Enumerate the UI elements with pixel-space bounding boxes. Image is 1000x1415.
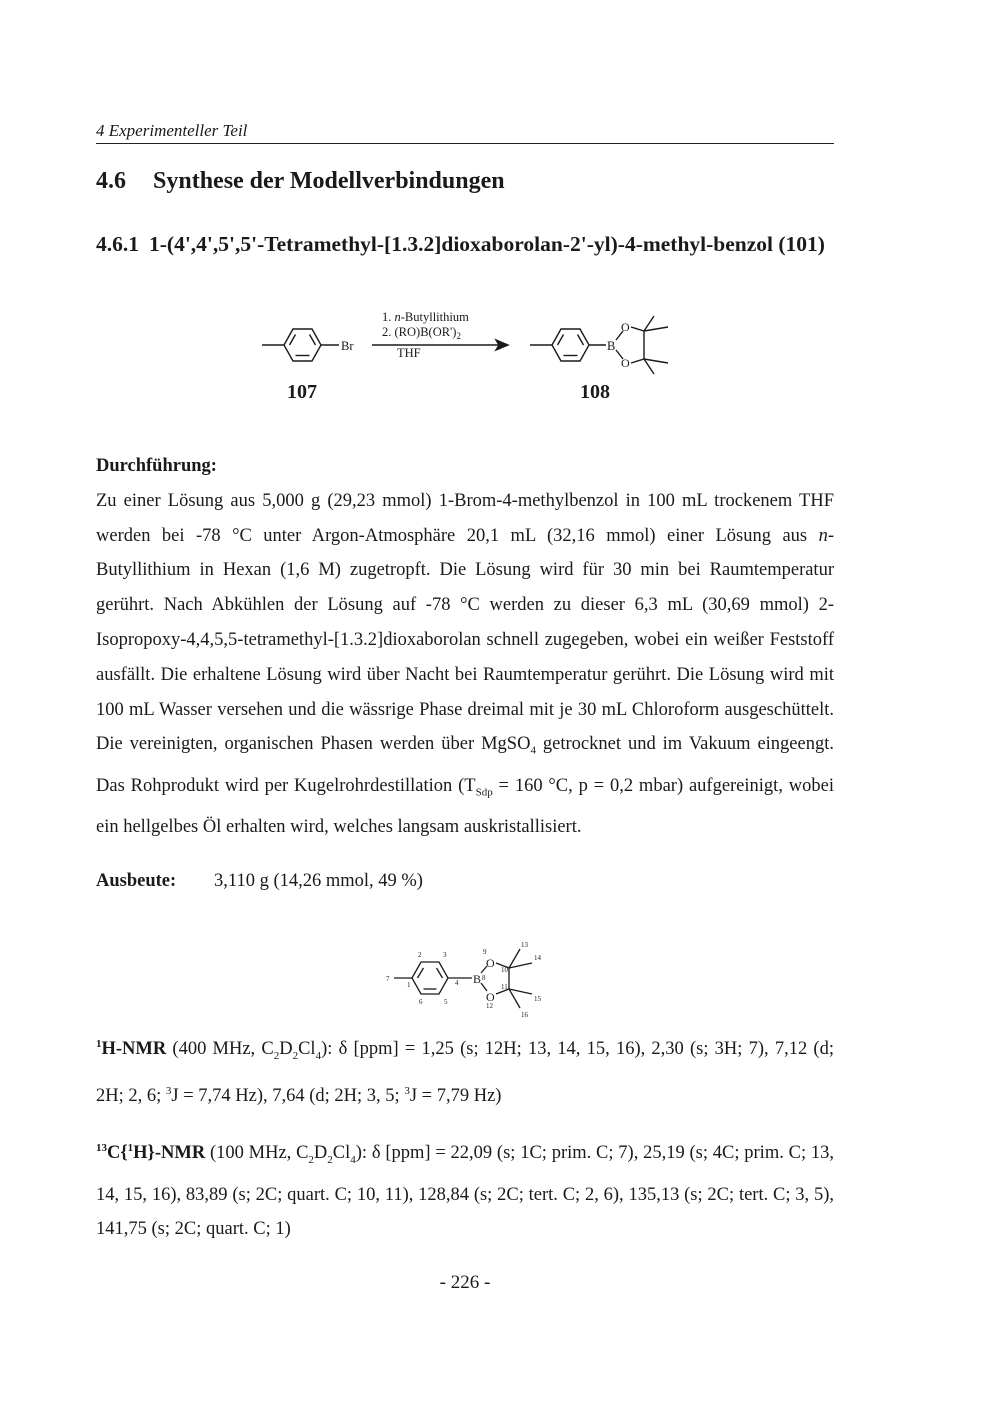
svg-text:O: O [486, 956, 495, 970]
section-number: 4.6 [96, 168, 126, 194]
product-o-label-top: O [621, 320, 630, 334]
atom-number-6: 6 [419, 998, 423, 1006]
product-b-label: B [607, 339, 616, 353]
h-nmr-paragraph: $^1$H-NMR (400 MHz, $C_2D_2Cl_4$): δ [ppm] = 1,25 (s; 12H; 13, 14, 15, 16), 2,30 (s; 3H; 7), 7,12 (d; 2H; 2, 6; $^3$J = 7,74 Hz), 7,64 (d; 2H; 3, 5; $^3$J = 7,79 Hz) [96, 1038, 834, 1106]
product-number-label: 108 [580, 381, 610, 403]
reactant-number-label: 107 [287, 381, 317, 403]
svg-text:O: O [486, 990, 495, 1004]
subsection-heading [96, 222, 836, 267]
procedure-text: Zu einer Lösung aus 5,000 g (29,23 mmol) 1-Brom-4-methylbenzol in 100 mL trockenem THF werden bei -78 °C unter Argon-Atmosphäre 20,1 mL (32,16 mmol) einer Lösung aus n-Butyllithium in Hexan (1,6 M) zugetropft. Die Lösung wird für 30 min bei Raumtemperatur gerührt. Nach Abkühlen der Lösung auf -78 °C werden zu dieser 6,3 mL (30,69 mmol) 2-Isopropoxy-4,4,5,5-tetramethyl-[1.3.2]dioxaborolan schnell zugegeben, wobei ein weißer Feststoff ausfällt. Die erhaltene Lösung wird über Nacht bei Raumtemperatur gerührt. Die Lösung wird mit 100 mL Wasser versehen und die wässrige Phase dreimal mit je 30 mL Chloroform ausgeschüttelt. Die vereinigten, organischen Phasen werden über MgSO$_4$ getrocknet und im Vakuum eingeengt. Das Rohprodukt wird per Kugelrohrdestillation ($T_{Sdp} = 160$ °C, p = 0,2 mbar) aufgereinigt, wobei ein hellgelbes Öl erhalten wird, welches langsam auskristallisiert. [96, 490, 834, 838]
section-heading [96, 168, 505, 195]
reagent-line-1: 1. n-Butyllithium [382, 310, 469, 324]
section-title: Synthese der Modellverbindungen [153, 168, 505, 194]
subsection-number: 4.6.1 [96, 232, 139, 256]
yield-label: Ausbeute: [96, 871, 177, 891]
numbered-structure [380, 938, 550, 1020]
atom-number-8: 8 [482, 974, 486, 982]
atom-number-7: 7 [386, 975, 390, 983]
atom-number-3: 3 [443, 951, 447, 959]
yield-value: 3,110 g (14,26 mmol, 49 %) [214, 871, 423, 891]
reactant-br-label: Br [341, 339, 354, 353]
product-o-label-bottom: O [621, 356, 630, 370]
solvent-label: THF [397, 346, 421, 360]
yield-row [96, 871, 423, 892]
procedure-heading: Durchführung: [96, 456, 217, 476]
reagent-line-2: 2. $(RO)B(OR')_2$ [382, 325, 461, 341]
atom-number-14: 14 [534, 954, 541, 962]
atom-number-10: 10 [501, 966, 508, 974]
atom-number-11: 11 [501, 983, 508, 991]
atom-number-12: 12 [486, 1002, 493, 1010]
reaction-scheme [250, 305, 690, 410]
atom-number-15: 15 [534, 995, 541, 1003]
atom-number-4: 4 [455, 979, 459, 987]
subsection-title: 1-(4',4',5',5'-Tetramethyl-[1.3.2]dioxaborolan-2'-yl)-4-methyl-benzol (101) [149, 232, 825, 256]
svg-text:B: B [473, 972, 482, 986]
header-rule [96, 143, 834, 144]
running-header: 4 Experimenteller Teil [96, 121, 248, 140]
atom-number-13: 13 [521, 941, 528, 949]
atom-number-5: 5 [444, 998, 448, 1006]
atom-number-2: 2 [418, 951, 422, 959]
atom-number-1: 1 [407, 981, 411, 989]
atom-number-16: 16 [521, 1011, 528, 1019]
procedure-section [96, 449, 834, 845]
c-nmr-paragraph: $^{13}$C{$^1$H}-NMR (100 MHz, $C_2D_2Cl_4$): δ [ppm] = 22,09 (s; 1C; prim. C; 7), 25,19 (s; 4C; prim. C; 13, 14, 15, 16), 83,89 (s; 2C; quart. C; 10, 11), 128,84 (s; 2C; tert. C; 2, 6), 135,13 (s; 2C; tert. C; 3, 5), 141,75 (s; 2C; quart. C; 1) [96, 1142, 834, 1240]
page-number: - 226 - [439, 1272, 491, 1293]
atom-number-9: 9 [483, 948, 487, 956]
